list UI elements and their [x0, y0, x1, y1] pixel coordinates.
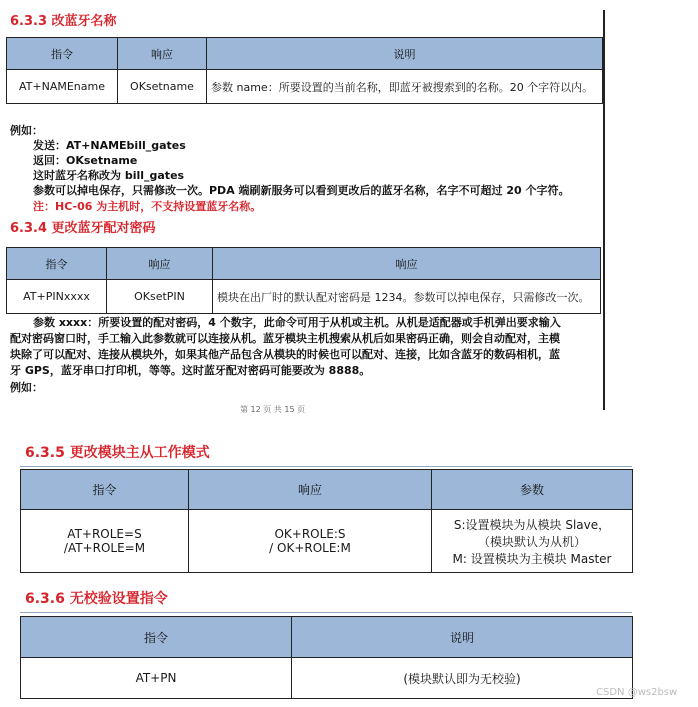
example-note-persist: 参数可以掉电保存，只需修改一次。PDA 端刷新服务可以看到更改后的蓝牙名称，名字不可超过 20 个字符。 [33, 184, 570, 197]
header-response: 响应 [189, 470, 432, 510]
table-at-pn [20, 616, 633, 699]
cell-description: 模块在出厂时的默认配对密码是 1234。参数可以掉电保存，只需修改一次。 [213, 280, 601, 314]
header-description: 说明 [292, 617, 633, 658]
section-6-3-6-heading: 6.3.6 无校验设置指令 [25, 591, 168, 607]
section-6-3-3-heading: 6.3.3 改蓝牙名称 [10, 14, 117, 29]
param-master: M: 设置模块为主模块 Master [452, 551, 612, 566]
cell-response [189, 510, 432, 573]
cell-response: OKsetname [118, 70, 207, 104]
cell-command: AT+NAMEname [7, 70, 118, 104]
pin-desc-line: 配对密码窗口时，手工输入此参数就可以连接从机。蓝牙模块主机搜索从机后如果密码正确，则会自动配对，主模 [10, 332, 560, 345]
header-command: 指令 [7, 248, 107, 280]
example-send: 发送：AT+NAMEbill_gates [33, 139, 186, 152]
cell-description: (模块默认即为无校验) [292, 658, 633, 699]
header-response: 响应 [118, 38, 207, 70]
cell-command: AT+PINxxxx [7, 280, 107, 314]
pin-desc-line: 参数 xxxx：所要设置的配对密码，4 个数字，此命令可用于从机或主机。从机是适配器或手机弹出要求输入 [33, 316, 561, 329]
param-slave: S:设置模块为从模块 Slave， [453, 517, 611, 532]
section-6-3-5-heading: 6.3.5 更改模块主从工作模式 [25, 445, 210, 461]
cell-parameter [432, 510, 633, 573]
header-command: 指令 [7, 38, 118, 70]
cell-command [21, 510, 189, 573]
page-footer: 第 12 页 共 15 页 [240, 405, 306, 414]
header-description: 说明 [207, 38, 603, 70]
pin-description [10, 315, 600, 379]
divider [20, 466, 632, 467]
pin-desc-line: 牙 GPS，蓝牙串口打印机，等等。这时蓝牙配对密码可能要改为 8888。 [10, 364, 371, 377]
cell-description: 参数 name：所要设置的当前名称，即蓝牙被搜索到的名称。20 个字符以内。 [207, 70, 603, 104]
cell-command: AT+PN [21, 658, 292, 699]
resp-master: / OK+ROLE:M [269, 541, 351, 555]
header-command: 指令 [21, 617, 292, 658]
cell-response: OKsetPIN [107, 280, 213, 314]
note-hc06: 注：HC-06 为主机时，不支持设置蓝牙名称。 [33, 200, 262, 213]
resp-slave: OK+ROLE:S [274, 527, 346, 541]
pin-desc-line: 块除了可以配对、连接从模块外，如果其他产品包含从模块的时候也可以配对、连接，比如含蓝牙的数码相机，蓝 [10, 348, 560, 361]
example-label-2: 例如： [10, 381, 43, 394]
table-at-role [20, 469, 633, 573]
example-result: 这时蓝牙名称改为 bill_gates [33, 169, 185, 182]
header-parameter: 参数 [432, 470, 633, 510]
table-at-pin [6, 247, 601, 314]
header-response: 响应 [107, 248, 213, 280]
section-6-3-4-heading: 6.3.4 更改蓝牙配对密码 [10, 221, 156, 236]
watermark: CSDN @ws2bsw [596, 687, 678, 698]
cmd-slave: AT+ROLE=S [67, 527, 142, 541]
example-label: 例如： [10, 124, 43, 137]
divider [20, 612, 632, 613]
cmd-master: /AT+ROLE=M [63, 541, 146, 555]
header-response-2: 响应 [213, 248, 601, 280]
example-return: 返回：OKsetname [33, 154, 138, 167]
table-at-name [6, 37, 603, 104]
param-default: （模块默认为从机） [477, 534, 586, 549]
header-command: 指令 [21, 470, 189, 510]
page-right-border [603, 10, 605, 410]
